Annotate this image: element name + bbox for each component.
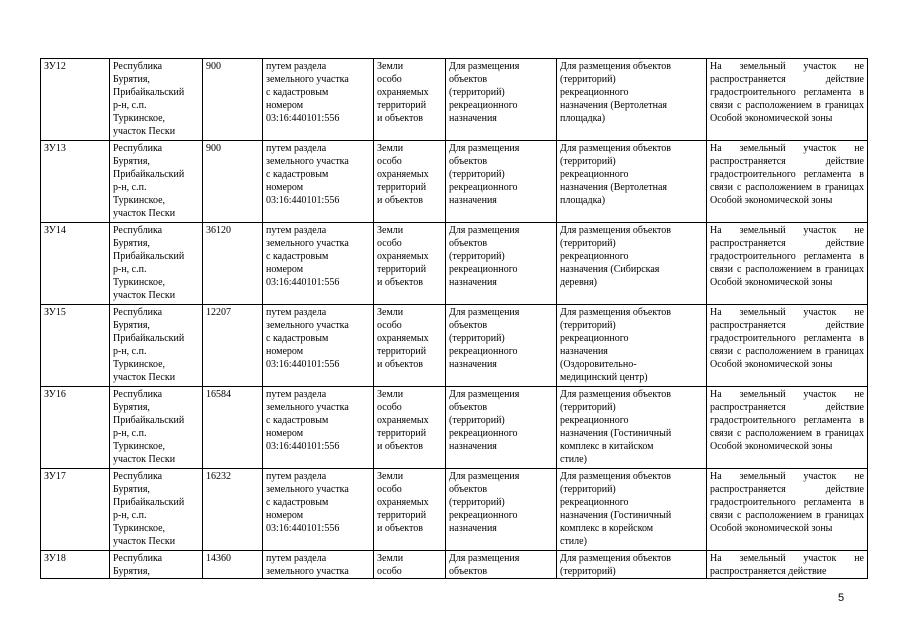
area-cell: 14360 <box>203 551 263 579</box>
purpose-cell: Для размещения объектов (территорий) рекреационного назначения (Вертолетная площадка) <box>557 59 707 141</box>
location-cell: Республика Бурятия, Прибайкальский р-н, с.п. Туркинское, участок Пески <box>110 59 203 141</box>
area-cell: 16584 <box>203 387 263 469</box>
plot-id-cell: ЗУ12 <box>41 59 110 141</box>
table-row <box>41 141 868 223</box>
regulation-note-cell: На земельный участок не распространяется действие градостроительного регламента в связи с расположением в границах Особой экономической зоны <box>707 223 868 305</box>
permitted-use-cell: Для размещения объектов <box>446 551 557 579</box>
regulation-note-cell: На земельный участок не распространяется действие градостроительного регламента в связи с расположением в границах Особой экономической зоны <box>707 469 868 551</box>
area-cell: 900 <box>203 141 263 223</box>
permitted-use-cell: Для размещения объектов (территорий) рекреационного назначения <box>446 387 557 469</box>
land-category-cell: Земли особо охраняемых территорий и объектов <box>374 59 446 141</box>
plot-id-cell: ЗУ16 <box>41 387 110 469</box>
formation-method-cell: путем раздела земельного участка с кадастровым номером 03:16:440101:556 <box>263 223 374 305</box>
location-cell: Республика Бурятия, Прибайкальский р-н, с.п. Туркинское, участок Пески <box>110 469 203 551</box>
land-category-cell: Земли особо охраняемых территорий и объектов <box>374 305 446 387</box>
plot-id-cell: ЗУ14 <box>41 223 110 305</box>
regulation-note-cell: На земельный участок не распространяется действие <box>707 551 868 579</box>
plot-id-cell: ЗУ15 <box>41 305 110 387</box>
land-category-cell: Земли особо охраняемых территорий и объектов <box>374 387 446 469</box>
land-category-cell: Земли особо охраняемых территорий и объектов <box>374 141 446 223</box>
location-cell: Республика Бурятия, Прибайкальский р-н, с.п. Туркинское, участок Пески <box>110 141 203 223</box>
regulation-note-cell: На земельный участок не распространяется действие градостроительного регламента в связи с расположением в границах Особой экономической зоны <box>707 305 868 387</box>
table-row <box>41 59 868 141</box>
purpose-cell: Для размещения объектов (территорий) <box>557 551 707 579</box>
land-category-cell: Земли особо охраняемых территорий и объектов <box>374 223 446 305</box>
location-cell: Республика Бурятия, Прибайкальский р-н, с.п. Туркинское, участок Пески <box>110 387 203 469</box>
area-cell: 12207 <box>203 305 263 387</box>
location-cell: Республика Бурятия, Прибайкальский р-н, с.п. Туркинское, участок Пески <box>110 223 203 305</box>
permitted-use-cell: Для размещения объектов (территорий) рекреационного назначения <box>446 59 557 141</box>
land-category-cell: Земли особо охраняемых территорий и объектов <box>374 469 446 551</box>
formation-method-cell: путем раздела земельного участка с кадастровым номером 03:16:440101:556 <box>263 469 374 551</box>
purpose-cell: Для размещения объектов (территорий) рекреационного назначения (Вертолетная площадка) <box>557 141 707 223</box>
location-cell: Республика Бурятия, Прибайкальский р-н, с.п. Туркинское, участок Пески <box>110 305 203 387</box>
permitted-use-cell: Для размещения объектов (территорий) рекреационного назначения <box>446 305 557 387</box>
formation-method-cell: путем раздела земельного участка с кадастровым номером 03:16:440101:556 <box>263 141 374 223</box>
regulation-note-cell: На земельный участок не распространяется действие градостроительного регламента в связи с расположением в границах Особой экономической зоны <box>707 59 868 141</box>
table-row <box>41 223 868 305</box>
area-cell: 900 <box>203 59 263 141</box>
purpose-cell: Для размещения объектов (территорий) рекреационного назначения (Оздоровительно- медицинский центр) <box>557 305 707 387</box>
area-cell: 36120 <box>203 223 263 305</box>
page-number: 5 <box>838 592 845 604</box>
area-cell: 16232 <box>203 469 263 551</box>
table-row <box>41 387 868 469</box>
purpose-cell: Для размещения объектов (территорий) рекреационного назначения (Гостиничный комплекс в корейском стиле) <box>557 469 707 551</box>
table-row <box>41 305 868 387</box>
permitted-use-cell: Для размещения объектов (территорий) рекреационного назначения <box>446 223 557 305</box>
table-row <box>41 469 868 551</box>
formation-method-cell: путем раздела земельного участка с кадастровым номером 03:16:440101:556 <box>263 59 374 141</box>
table-row <box>41 551 868 579</box>
purpose-cell: Для размещения объектов (территорий) рекреационного назначения (Гостиничный комплекс в китайском стиле) <box>557 387 707 469</box>
land-plots-table <box>40 58 868 579</box>
plot-id-cell: ЗУ18 <box>41 551 110 579</box>
table-body <box>41 59 868 579</box>
formation-method-cell: путем раздела земельного участка <box>263 551 374 579</box>
regulation-note-cell: На земельный участок не распространяется действие градостроительного регламента в связи с расположением в границах Особой экономической зоны <box>707 387 868 469</box>
permitted-use-cell: Для размещения объектов (территорий) рекреационного назначения <box>446 469 557 551</box>
formation-method-cell: путем раздела земельного участка с кадастровым номером 03:16:440101:556 <box>263 387 374 469</box>
location-cell: Республика Бурятия, <box>110 551 203 579</box>
purpose-cell: Для размещения объектов (территорий) рекреационного назначения (Сибирская деревня) <box>557 223 707 305</box>
regulation-note-cell: На земельный участок не распространяется действие градостроительного регламента в связи с расположением в границах Особой экономической зоны <box>707 141 868 223</box>
land-category-cell: Земли особо <box>374 551 446 579</box>
formation-method-cell: путем раздела земельного участка с кадастровым номером 03:16:440101:556 <box>263 305 374 387</box>
plot-id-cell: ЗУ17 <box>41 469 110 551</box>
plot-id-cell: ЗУ13 <box>41 141 110 223</box>
permitted-use-cell: Для размещения объектов (территорий) рекреационного назначения <box>446 141 557 223</box>
